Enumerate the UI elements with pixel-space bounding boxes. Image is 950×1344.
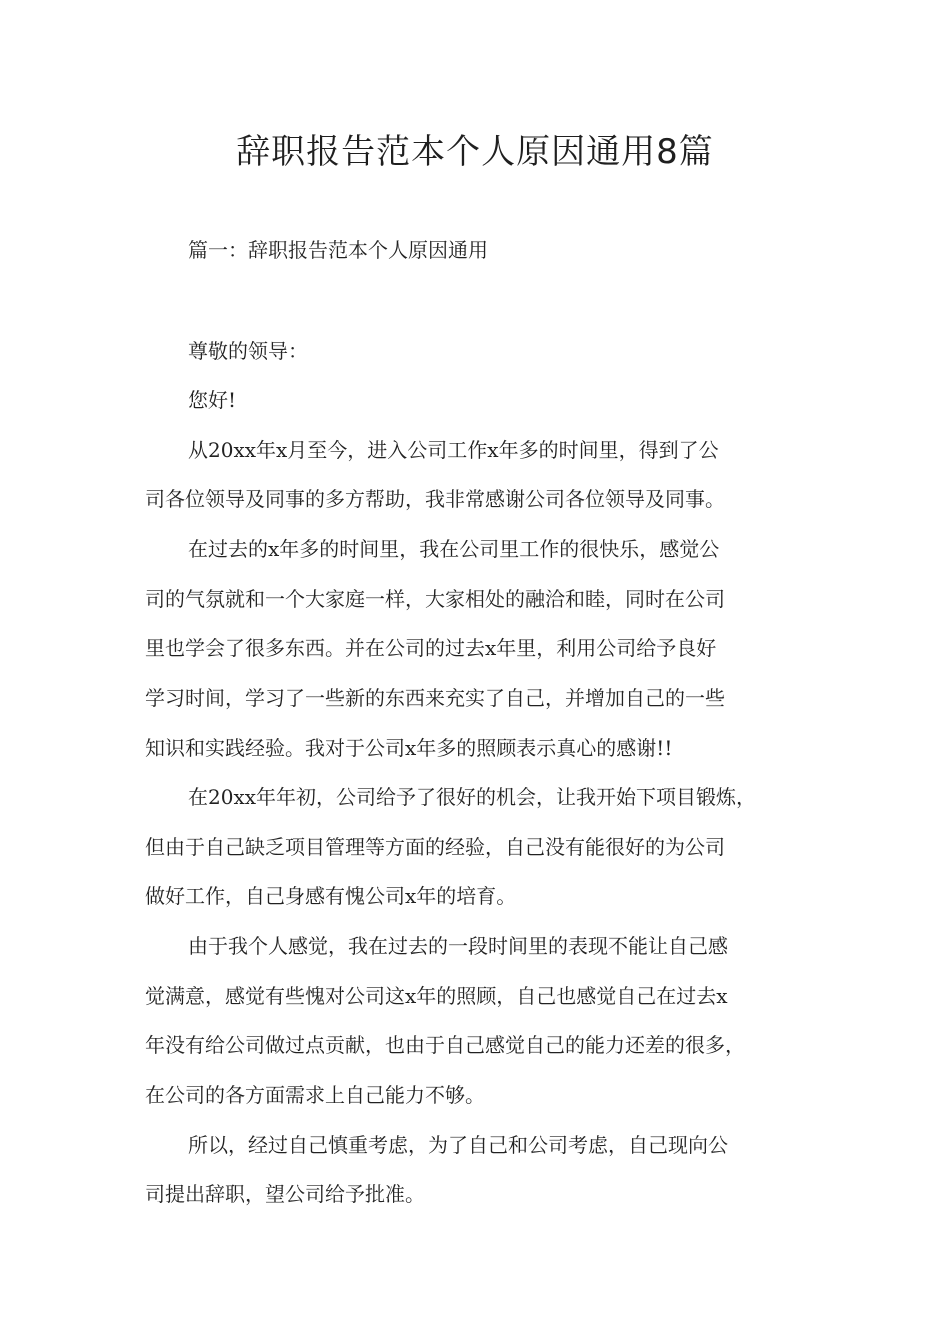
body-line: 但由于自己缺乏项目管理等方面的经验，自己没有能很好的为公司 xyxy=(145,835,725,859)
document-title: 辞职报告范本个人原因通用8篇 xyxy=(236,132,714,172)
body-line: 在20xx年年初，公司给予了很好的机会，让我开始下项目锻炼， xyxy=(188,785,757,809)
section-heading: 篇一：辞职报告范本个人原因通用 xyxy=(188,238,488,262)
body-line: 年没有给公司做过点贡献，也由于自己感觉自己的能力还差的很多， xyxy=(145,1033,745,1057)
body-line: 学习时间，学习了一些新的东西来充实了自己，并增加自己的一些 xyxy=(145,686,725,710)
body-line: 在公司的各方面需求上自己能力不够。 xyxy=(145,1083,485,1107)
body-line: 知识和实践经验。我对于公司x年多的照顾表示真心的感谢!! xyxy=(145,736,673,760)
body-line: 司提出辞职，望公司给予批准。 xyxy=(145,1182,425,1206)
body-line: 司的气氛就和一个大家庭一样，大家相处的融洽和睦，同时在公司 xyxy=(145,587,725,611)
body-line: 在过去的x年多的时间里，我在公司里工作的很快乐，感觉公 xyxy=(188,537,720,561)
body-line: 里也学会了很多东西。并在公司的过去x年里，利用公司给予良好 xyxy=(145,636,717,660)
body-line: 由于我个人感觉，我在过去的一段时间里的表现不能让自己感 xyxy=(188,934,728,958)
body-line: 觉满意，感觉有些愧对公司这x年的照顾，自己也感觉自己在过去x xyxy=(145,984,728,1008)
greeting: 您好! xyxy=(188,388,237,412)
salutation: 尊敬的领导： xyxy=(188,339,308,363)
body-line: 所以，经过自己慎重考虑，为了自己和公司考虑，自己现向公 xyxy=(188,1133,728,1157)
body-line: 从20xx年x月至今，进入公司工作x年多的时间里，得到了公 xyxy=(188,438,719,462)
body-line: 司各位领导及同事的多方帮助，我非常感谢公司各位领导及同事。 xyxy=(145,487,725,511)
body-line: 做好工作，自己身感有愧公司x年的培育。 xyxy=(145,884,517,908)
